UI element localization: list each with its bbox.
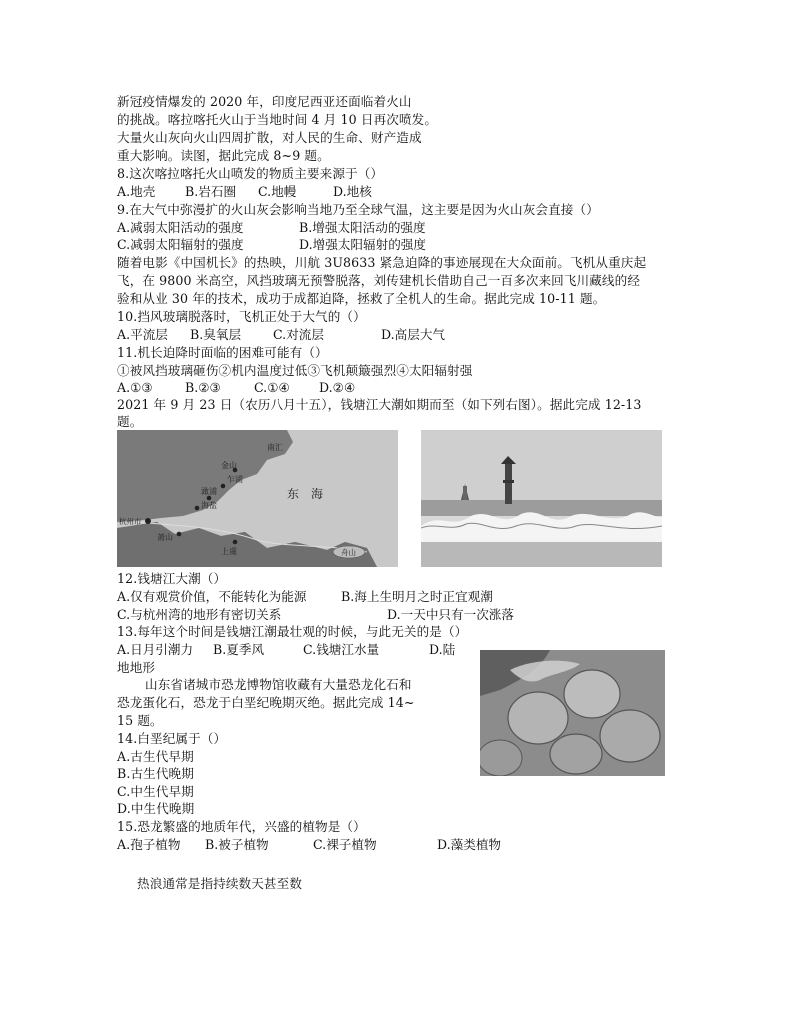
q11-option-a: A.①③	[117, 380, 153, 395]
q14-option-d: D.中生代晚期	[117, 801, 195, 816]
q15-option-a: A.孢子植物	[117, 837, 181, 852]
q12-option-d: D.一天中只有一次涨落	[387, 607, 514, 622]
intro-line-1: 新冠疫情爆发的 2020 年，印度尼西亚还面临着火山	[117, 94, 412, 109]
question-12-options-row-1	[117, 589, 677, 605]
q12-option-b: B.海上生明月之时正宜观潮	[341, 589, 493, 604]
map-label-nanhui: 南汇	[267, 443, 283, 452]
q9-option-d: D.增强太阳辐射的强度	[299, 237, 426, 252]
q10-option-b: B.臭氧层	[190, 327, 242, 342]
passage-heatwave-line-1: 热浪通常是指持续数天甚至数	[137, 876, 303, 891]
map-label-zhapu: 乍浦	[227, 475, 243, 484]
question-11-options	[117, 380, 677, 396]
q13-option-c: C.钱塘江水量	[303, 642, 380, 657]
question-14: 14.白垩纪属于（）	[117, 731, 227, 746]
map-label-ganpu: 澉浦	[201, 487, 217, 496]
passage-qiantang-line-1: 2021 年 9 月 23 日（农历八月十五），钱塘江大潮如期而至（如下列右图）。据此完成 12-13	[117, 397, 642, 412]
passage-captain-line-3: 验和从业 30 年的技术，成功于成都迫降，拯救了全机人的生命。据此完成 10-11 题。	[117, 291, 606, 306]
qiantang-tide-photo	[421, 430, 662, 567]
question-9-options-row-1	[117, 220, 677, 236]
question-9-options-row-2	[117, 237, 677, 253]
passage-dinosaur-line-3: 15 题。	[117, 713, 163, 728]
question-13-option-d-continued: 地地形	[117, 660, 156, 675]
q8-option-a: A.地壳	[117, 184, 156, 199]
question-11: 11.机长迫降时面临的困难可能有（）	[117, 345, 328, 360]
passage-dinosaur-line-1: 山东省诸城市恐龙博物馆收藏有大量恐龙化石和	[145, 677, 412, 692]
question-12-options-row-2	[117, 607, 677, 623]
q11-option-d: D.②④	[319, 380, 356, 395]
map-label-city: 杭州市	[119, 517, 142, 526]
q10-option-d: D.高层大气	[381, 327, 446, 342]
question-15: 15.恐龙繁盛的地质年代，兴盛的植物是（）	[117, 819, 366, 834]
map-graphic	[117, 430, 398, 567]
question-13: 13.每年这个时间是钱塘江潮最壮观的时候，与此无关的是（）	[117, 624, 468, 639]
question-10-options	[117, 327, 677, 343]
q10-option-a: A.平流层	[117, 327, 168, 342]
q13-option-a: A.日月引潮力	[117, 642, 194, 657]
q14-option-c: C.中生代早期	[117, 784, 194, 799]
map-label-xiaoshan: 萧山	[157, 533, 173, 542]
q12-option-a: A.仅有观赏价值，不能转化为能源	[117, 589, 307, 604]
map-label-shangyu: 上虞	[221, 547, 237, 556]
q8-option-c: C.地幔	[258, 184, 297, 199]
q11-option-b: B.②③	[185, 380, 221, 395]
intro-line-2: 的挑战。喀拉喀托火山于当地时间 4 月 10 日再次喷发。	[117, 112, 438, 127]
q14-option-a: A.古生代早期	[117, 749, 194, 764]
q15-option-c: C.裸子植物	[313, 837, 377, 852]
question-8: 8.这次喀拉喀托火山喷发的物质主要来源于（）	[117, 166, 384, 181]
q8-option-d: D.地核	[333, 184, 372, 199]
q14-option-b: B.古生代晚期	[117, 766, 194, 781]
question-12: 12.钱塘江大潮（）	[117, 571, 227, 586]
q11-option-c: C.①④	[254, 380, 290, 395]
map-label-haiyan: 海盐	[201, 501, 217, 510]
q13-option-d: D.陆	[429, 642, 456, 657]
q9-option-b: B.增强太阳活动的强度	[299, 220, 426, 235]
dinosaur-egg-photo	[480, 650, 665, 776]
passage-qiantang-line-2: 题。	[117, 414, 143, 429]
question-15-options	[117, 837, 677, 853]
q8-option-b: B.岩石圈	[185, 184, 237, 199]
q10-option-c: C.对流层	[273, 327, 324, 342]
q9-option-c: C.减弱太阳辐射的强度	[117, 237, 244, 252]
dinosaur-photo-graphic	[480, 650, 665, 776]
hangzhou-bay-map	[117, 430, 398, 567]
q15-option-d: D.藻类植物	[437, 837, 502, 852]
map-label-jinshan: 金山	[221, 461, 237, 470]
map-label-zhoushan: 舟山	[341, 548, 356, 557]
intro-line-3: 大量火山灰向火山四周扩散，对人民的生命、财产造成	[117, 130, 422, 145]
q12-option-c: C.与杭州湾的地形有密切关系	[117, 607, 282, 622]
passage-captain-line-1: 随着电影《中国机长》的热映，川航 3U8633 紧急迫降的事迹展现在大众面前。飞机从重庆起	[117, 255, 647, 270]
question-11-statements: ①被风挡玻璃砸伤②机内温度过低③飞机颠簸强烈④太阳辐射强	[117, 363, 473, 378]
question-9: 9.在大气中弥漫扩的火山灰会影响当地乃至全球气温，这主要是因为火山灰会直接（）	[117, 202, 599, 217]
passage-captain-line-2: 飞，在 9800 米高空，风挡玻璃无预警脱落，刘传建机长借助自己一百多次来回飞川藏线的经	[117, 273, 641, 288]
passage-dinosaur-line-2: 恐龙蛋化石，恐龙于白垩纪晚期灭绝。据此完成 14~	[117, 695, 415, 710]
q13-option-b: B.夏季风	[213, 642, 265, 657]
tide-photo-graphic	[421, 430, 662, 567]
q9-option-a: A.减弱太阳活动的强度	[117, 220, 244, 235]
question-10: 10.挡风玻璃脱落时，飞机正处于大气的（）	[117, 309, 366, 324]
map-label-sea: 东 海	[287, 487, 324, 501]
q15-option-b: B.被子植物	[205, 837, 269, 852]
question-8-options	[117, 184, 677, 200]
intro-line-4: 重大影响。读图，据此完成 8~9 题。	[117, 148, 330, 163]
